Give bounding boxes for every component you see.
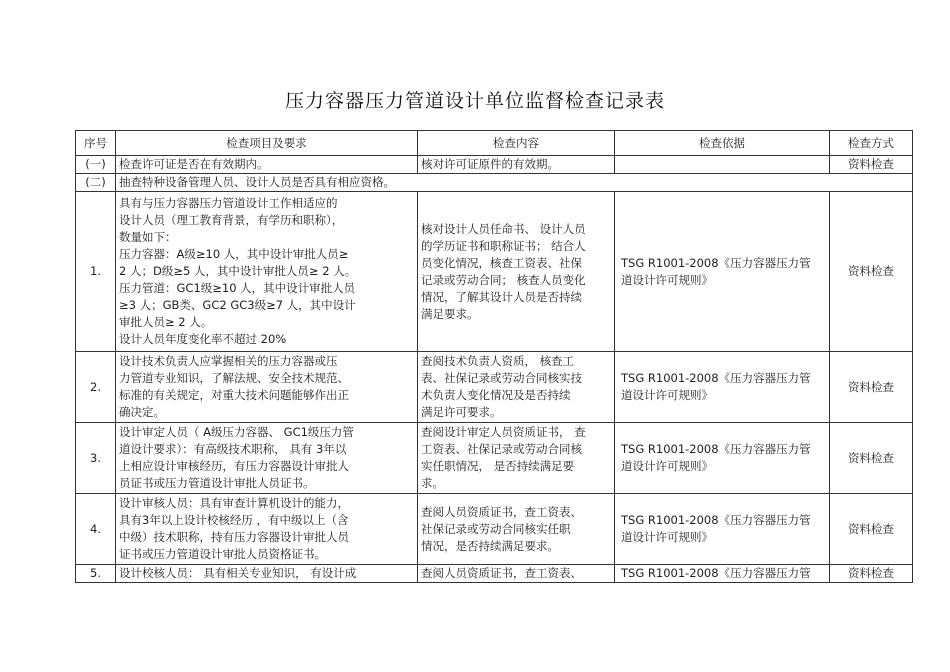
row-item: 设计技术负责人应掌握相关的压力容器或压 力管道专业知识，了解法规、安全技术规范、 标准的有关规定，对重大技术问题能够作出正 确决定。 <box>116 352 418 423</box>
table-row <box>76 423 913 494</box>
row-method: 资料检查 <box>830 494 913 565</box>
table-row <box>76 352 913 423</box>
row-item: 设计审定人员（ A级压力容器、 GC1级压力管 道设计要求）：有高级技术职称， 具有 3年以 上相应设计审核经历，有压力容器设计审批人 员证书或压力管道设计审批人员证书。 <box>116 423 418 494</box>
row-method: 资料检查 <box>830 192 913 352</box>
row-no: 4. <box>76 494 116 565</box>
header-row <box>76 131 913 156</box>
row-content: 查阅设计审定人员资质证书， 查 工资表、社保记录或劳动合同核 实任职情况， 是否持续满足要 求。 <box>418 423 615 494</box>
row-no: 2. <box>76 352 116 423</box>
row-basis: TSG R1001-2008《压力容器压力管 道设计许可规则》 <box>615 423 830 494</box>
row-basis: TSG R1001-2008《压力容器压力管 道设计许可规则》 <box>615 494 830 565</box>
table-row <box>76 156 913 174</box>
row-item: 具有与压力容器压力管道设计工作相适应的 设计人员（理工教育背景，有学历和职称）， 数量如下： 压力容器：A级≥10 人，其中设计审批人员≥ 2 人；D级≥5 人，其中设计审批人员≥ 2 人。 压力管道：GC1级≥10 人，其中设计审批人员 ≥3 人；GB类、GC2 GC3级≥7 人，其中设计 审批人员≥ 2 人。 设计人员年度变化率不超过 20% <box>116 192 418 352</box>
row-content: 核对许可证原件的有效期。 <box>418 156 615 174</box>
row-no: (二) <box>76 174 116 192</box>
row-no: 3. <box>76 423 116 494</box>
header-no: 序号 <box>76 131 116 156</box>
table-row <box>76 192 913 352</box>
row-method: 资料检查 <box>830 423 913 494</box>
row-basis: TSG R1001-2008《压力容器压力管 道设计许可规则》 <box>615 192 830 352</box>
row-basis: TSG R1001-2008《压力容器压力管 <box>615 565 830 583</box>
row-basis <box>615 156 830 174</box>
row-content: 核对设计人员任命书、 设计人员 的学历证书和职称证书； 结合人 员变化情况，核查工资表、社保 记录或劳动合同； 核查人员变化 情况，了解其设计人员是否持续 满足要求。 <box>418 192 615 352</box>
table-row <box>76 565 913 583</box>
row-no: 5. <box>76 565 116 583</box>
row-method: 资料检查 <box>830 565 913 583</box>
header-content: 检查内容 <box>418 131 615 156</box>
row-content: 查阅技术负责人资质， 核查工 表、社保记录或劳动合同核实技 术负责人变化情况及是否持续 满足许可要求。 <box>418 352 615 423</box>
header-method: 检查方式 <box>830 131 913 156</box>
row-no: (一) <box>76 156 116 174</box>
row-content: 查阅人员资质证书，查工资表、 社保记录或劳动合同核实任职 情况，是否持续满足要求。 <box>418 494 615 565</box>
row-basis: TSG R1001-2008《压力容器压力管 道设计许可规则》 <box>615 352 830 423</box>
page-title: 压力容器压力管道设计单位监督检查记录表 <box>284 90 665 112</box>
inspection-table <box>75 130 913 583</box>
table-row <box>76 494 913 565</box>
row-item: 设计审核人员：具有审查计算机设计的能力， 具有3年以上设计校核经历 ，有中级以上（含 中级）技术职称，持有压力容器设计审批人员 证书或压力管道设计审批人员资格证书。 <box>116 494 418 565</box>
row-item: 抽查特种设备管理人员、设计人员是否具有相应资格。 <box>116 174 913 192</box>
header-basis: 检查依据 <box>615 131 830 156</box>
row-content: 查阅人员资质证书，查工资表、 <box>418 565 615 583</box>
row-method: 资料检查 <box>830 156 913 174</box>
row-item: 设计校核人员： 具有相关专业知识， 有设计成 <box>116 565 418 583</box>
row-item: 检查许可证是否在有效期内。 <box>116 156 418 174</box>
table-row <box>76 174 913 192</box>
header-item: 检查项目及要求 <box>116 131 418 156</box>
row-no: 1. <box>76 192 116 352</box>
row-method: 资料检查 <box>830 352 913 423</box>
